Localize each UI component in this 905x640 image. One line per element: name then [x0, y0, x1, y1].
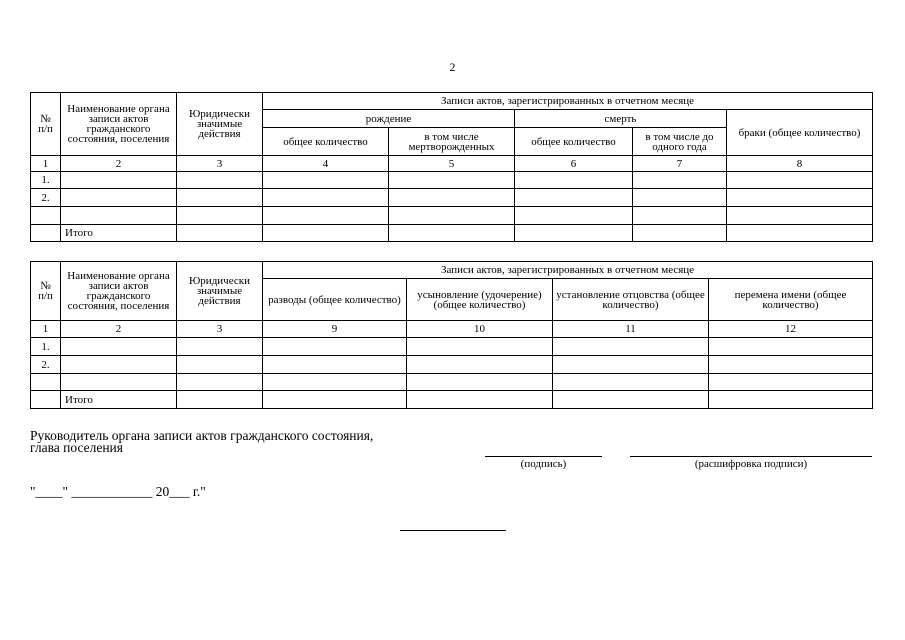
column-number: 10 — [407, 321, 553, 338]
table-cell[interactable] — [633, 207, 727, 225]
table-cell[interactable] — [553, 338, 709, 356]
table-cell[interactable] — [515, 225, 633, 242]
table-row — [31, 374, 873, 391]
report-table-divorces-adoptions — [30, 261, 873, 409]
header-marriage: браки (общее количество) — [727, 110, 873, 156]
total-label: Итого — [61, 225, 177, 242]
table-cell[interactable] — [727, 225, 873, 242]
signature-decode-line[interactable] — [630, 456, 872, 457]
table-cell[interactable] — [61, 374, 177, 391]
table-cell[interactable] — [177, 338, 263, 356]
header-name-change: перемена имени (общее количество) — [709, 279, 873, 321]
signatory-subtitle: глава поселения — [30, 440, 123, 455]
header-birth-total: общее количество — [263, 128, 389, 156]
table-cell[interactable] — [263, 172, 389, 189]
column-number: 12 — [709, 321, 873, 338]
table-cell[interactable] — [709, 391, 873, 409]
bottom-line — [400, 530, 506, 531]
table-cell[interactable] — [727, 207, 873, 225]
header-number: № п/п — [31, 93, 61, 156]
table-cell[interactable] — [263, 356, 407, 374]
table-cell[interactable] — [633, 189, 727, 207]
table-cell[interactable] — [61, 356, 177, 374]
table-cell — [31, 225, 61, 242]
table-row — [31, 356, 873, 374]
row-label: 2. — [31, 189, 61, 207]
page-number: 2 — [449, 60, 456, 74]
table-cell[interactable] — [177, 172, 263, 189]
table-cell[interactable] — [407, 374, 553, 391]
column-number: 3 — [177, 156, 263, 172]
table-cell[interactable] — [389, 207, 515, 225]
total-label: Итого — [61, 391, 177, 409]
table-row — [31, 189, 873, 207]
table-row — [31, 338, 873, 356]
header-birth: рождение — [263, 110, 515, 128]
table-cell[interactable] — [177, 225, 263, 242]
signatory-title: Руководитель органа записи актов гражданского состояния, — [30, 428, 374, 443]
table-cell[interactable] — [61, 207, 177, 225]
table-cell[interactable] — [553, 356, 709, 374]
column-number: 2 — [61, 156, 177, 172]
header-records: Записи актов, зарегистрированных в отчетном месяце — [263, 262, 873, 279]
table-cell[interactable] — [709, 374, 873, 391]
signature-block — [30, 430, 373, 454]
table-cell[interactable] — [389, 189, 515, 207]
table-cell[interactable] — [263, 225, 389, 242]
header-organ-name: Наименование органа записи актов гражданского состояния, поселения — [61, 93, 177, 156]
table-cell[interactable] — [61, 172, 177, 189]
column-numbers-row — [31, 156, 873, 172]
column-number: 2 — [61, 321, 177, 338]
column-number: 1 — [31, 321, 61, 338]
header-death-total: общее количество — [515, 128, 633, 156]
table-cell[interactable] — [177, 189, 263, 207]
table-cell[interactable] — [263, 189, 389, 207]
header-legal-actions: Юридически значимые действия — [177, 262, 263, 321]
table-row — [31, 207, 873, 225]
header-birth-stillborn: в том числе мертворожденных — [389, 128, 515, 156]
header-divorce: разводы (общее количество) — [263, 279, 407, 321]
table-cell[interactable] — [389, 172, 515, 189]
table-cell[interactable] — [553, 374, 709, 391]
total-row — [31, 391, 873, 409]
table-cell[interactable] — [407, 338, 553, 356]
row-label — [31, 374, 61, 391]
table-cell[interactable] — [515, 207, 633, 225]
column-number: 1 — [31, 156, 61, 172]
table-cell[interactable] — [263, 374, 407, 391]
column-number: 5 — [389, 156, 515, 172]
header-organ-name: Наименование органа записи актов гражданского состояния, поселения — [61, 262, 177, 321]
table-cell[interactable] — [727, 172, 873, 189]
table-cell[interactable] — [727, 189, 873, 207]
signature-decode-caption: (расшифровка подписи) — [694, 458, 808, 470]
column-number: 3 — [177, 321, 263, 338]
table-cell[interactable] — [177, 374, 263, 391]
date-field[interactable]: "____" ____________ 20___ г." — [30, 484, 206, 499]
table-cell[interactable] — [177, 207, 263, 225]
table-cell[interactable] — [177, 391, 263, 409]
column-number: 11 — [553, 321, 709, 338]
table-cell[interactable] — [263, 391, 407, 409]
table-row — [31, 172, 873, 189]
table-cell[interactable] — [553, 391, 709, 409]
header-records: Записи актов, зарегистрированных в отчетном месяце — [263, 93, 873, 110]
row-label: 2. — [31, 356, 61, 374]
table-cell[interactable] — [633, 225, 727, 242]
table-cell[interactable] — [709, 356, 873, 374]
table-cell — [31, 391, 61, 409]
table-cell[interactable] — [263, 207, 389, 225]
header-number: № п/п — [31, 262, 61, 321]
table-cell[interactable] — [515, 189, 633, 207]
header-paternity: установление отцовства (общее количество) — [553, 279, 709, 321]
table-cell[interactable] — [177, 356, 263, 374]
signature-line[interactable] — [485, 456, 602, 457]
column-number: 4 — [263, 156, 389, 172]
table-cell[interactable] — [515, 172, 633, 189]
table-cell[interactable] — [61, 338, 177, 356]
table-cell[interactable] — [407, 391, 553, 409]
column-number: 7 — [633, 156, 727, 172]
table-cell[interactable] — [633, 172, 727, 189]
table-cell[interactable] — [709, 338, 873, 356]
header-death-infant: в том числе до одного года — [633, 128, 727, 156]
row-label: 1. — [31, 338, 61, 356]
row-label: 1. — [31, 172, 61, 189]
header-legal-actions: Юридически значимые действия — [177, 93, 263, 156]
table-cell[interactable] — [407, 356, 553, 374]
header-adoption: усыновление (удочерение) (общее количество) — [407, 279, 553, 321]
table-cell[interactable] — [263, 338, 407, 356]
table-cell[interactable] — [61, 189, 177, 207]
report-table-births-deaths — [30, 92, 873, 242]
column-number: 6 — [515, 156, 633, 172]
table-cell[interactable] — [389, 225, 515, 242]
total-row — [31, 225, 873, 242]
column-number: 9 — [263, 321, 407, 338]
column-number: 8 — [727, 156, 873, 172]
header-death: смерть — [515, 110, 727, 128]
signature-caption: (подпись) — [520, 458, 567, 470]
column-numbers-row — [31, 321, 873, 338]
row-label — [31, 207, 61, 225]
